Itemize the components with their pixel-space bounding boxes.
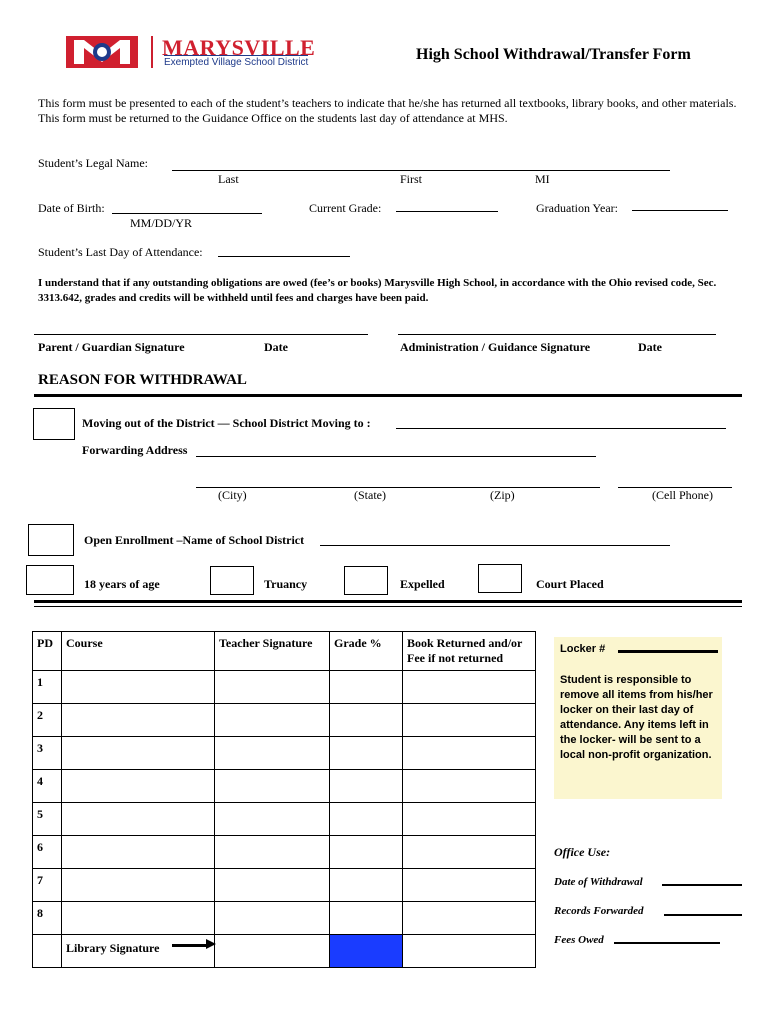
book-fee-cell[interactable]	[403, 803, 536, 836]
course-cell[interactable]	[62, 902, 215, 935]
book-fee-cell[interactable]	[403, 770, 536, 803]
forwarding-address-label: Forwarding Address	[82, 443, 188, 457]
table-row	[33, 770, 536, 803]
dob-label: Date of Birth:	[38, 201, 105, 215]
dob-format-caption: MM/DD/YR	[130, 216, 193, 230]
teacher-signature-cell[interactable]	[215, 671, 330, 704]
age-checkbox[interactable]	[26, 565, 74, 595]
header-grade: Grade %	[330, 632, 403, 671]
open-enrollment-field[interactable]	[320, 545, 670, 546]
middle-initial-caption: MI	[535, 172, 550, 186]
book-fee-cell[interactable]	[403, 737, 536, 770]
graduation-year-field[interactable]	[632, 210, 728, 211]
logo-subtitle: Exempted Village School District	[164, 57, 309, 68]
current-grade-field[interactable]	[396, 211, 498, 212]
parent-signature-label: Parent / Guardian Signature	[38, 340, 185, 354]
locker-number-field[interactable]	[618, 650, 718, 653]
current-grade-label: Current Grade:	[309, 201, 382, 215]
table-row	[33, 737, 536, 770]
locker-label: Locker #	[560, 643, 606, 655]
period-number: 2	[33, 704, 62, 737]
date-withdrawal-label: Date of Withdrawal	[554, 876, 643, 888]
fees-owed-field[interactable]	[614, 942, 720, 944]
city-caption: (City)	[218, 488, 247, 502]
period-number: 7	[33, 869, 62, 902]
expelled-label: Expelled	[400, 577, 445, 591]
table-row	[33, 803, 536, 836]
grade-cell[interactable]	[330, 770, 403, 803]
last-day-field[interactable]	[218, 256, 350, 257]
locker-text: Student is responsible to remove all items from his/her locker on their last day of attendance. Any items left in the locker- will be sent to a local non-profit organization.	[560, 674, 713, 761]
period-number: 1	[33, 671, 62, 704]
city-state-zip-field[interactable]	[196, 487, 600, 488]
grade-cell[interactable]	[330, 671, 403, 704]
header-teacher-signature: Teacher Signature	[215, 632, 330, 671]
book-fee-cell[interactable]	[403, 671, 536, 704]
arrow-head-icon	[206, 939, 216, 949]
obligations-notice: I understand that if any outstanding obligations are owed (fee’s or books) Marysville High School, in accordance with the Ohio revised code, Sec. 3313.642, grades and credits will be withheld until fees and charges have been paid.	[38, 277, 717, 304]
teacher-signature-cell[interactable]	[215, 902, 330, 935]
expelled-checkbox[interactable]	[344, 566, 388, 595]
logo-name: MARYSVILLE	[162, 35, 316, 60]
date-withdrawal-field[interactable]	[662, 884, 742, 886]
school-logo-mark	[66, 34, 138, 70]
truancy-checkbox[interactable]	[210, 566, 254, 595]
reason-bottom-rule	[34, 600, 742, 603]
first-name-caption: First	[400, 172, 423, 186]
intro-paragraph: This form must be presented to each of the student’s teachers to indicate that he/she has returned all textbooks, library books, and other materials. This form must be returned to the Guidance Office on the students last day of attendance at MHS.	[38, 96, 737, 125]
moving-checkbox[interactable]	[33, 408, 75, 440]
table-row	[33, 869, 536, 902]
teacher-signature-cell[interactable]	[215, 803, 330, 836]
library-highlight-cell	[330, 935, 403, 968]
course-cell[interactable]	[62, 869, 215, 902]
course-cell[interactable]	[62, 704, 215, 737]
logo-divider	[151, 36, 153, 68]
admin-date-label: Date	[638, 340, 662, 354]
age-label: 18 years of age	[84, 577, 160, 591]
teacher-signature-cell[interactable]	[215, 704, 330, 737]
legal-name-field[interactable]	[172, 170, 670, 171]
open-enrollment-checkbox[interactable]	[28, 524, 74, 556]
last-day-label: Student’s Last Day of Attendance:	[38, 245, 203, 259]
period-number: 3	[33, 737, 62, 770]
parent-date-label: Date	[264, 340, 288, 354]
moving-label: Moving out of the District — School District Moving to :	[82, 416, 371, 430]
table-row	[33, 836, 536, 869]
admin-signature-label: Administration / Guidance Signature	[400, 340, 591, 354]
course-cell[interactable]	[62, 737, 215, 770]
table-row	[33, 902, 536, 935]
table-row	[33, 671, 536, 704]
period-number: 8	[33, 902, 62, 935]
court-placed-label: Court Placed	[536, 577, 604, 591]
court-placed-checkbox[interactable]	[478, 564, 522, 593]
locker-note	[554, 637, 722, 799]
grade-cell[interactable]	[330, 803, 403, 836]
grade-cell[interactable]	[330, 704, 403, 737]
header-course: Course	[62, 632, 215, 671]
library-fee-cell[interactable]	[403, 935, 536, 968]
teacher-signature-cell[interactable]	[215, 770, 330, 803]
grade-cell[interactable]	[330, 902, 403, 935]
records-forwarded-label: Records Forwarded	[554, 905, 644, 917]
last-name-caption: Last	[218, 172, 239, 186]
office-use-title: Office Use:	[554, 845, 611, 859]
moving-district-field[interactable]	[396, 428, 726, 429]
course-cell[interactable]	[62, 770, 215, 803]
course-cell[interactable]	[62, 671, 215, 704]
library-row	[33, 935, 536, 968]
header-pd: PD	[33, 632, 62, 671]
course-cell[interactable]	[62, 803, 215, 836]
state-caption: (State)	[354, 488, 386, 502]
teacher-signature-cell[interactable]	[215, 869, 330, 902]
open-enrollment-label: Open Enrollment –Name of School District	[84, 533, 305, 547]
dob-field[interactable]	[112, 213, 262, 214]
form-title: High School Withdrawal/Transfer Form	[416, 46, 691, 63]
grade-cell[interactable]	[330, 836, 403, 869]
grade-cell[interactable]	[330, 869, 403, 902]
period-number: 6	[33, 836, 62, 869]
library-label-cell: Library Signature	[62, 935, 215, 968]
teacher-signature-cell[interactable]	[215, 737, 330, 770]
legal-name-label: Student’s Legal Name:	[38, 156, 148, 170]
course-cell[interactable]	[62, 836, 215, 869]
reason-top-rule	[34, 394, 742, 397]
grade-cell[interactable]	[330, 737, 403, 770]
table-header-row	[33, 632, 536, 671]
reason-heading: REASON FOR WITHDRAWAL	[38, 372, 247, 388]
admin-signature-field[interactable]	[398, 334, 716, 335]
cell-phone-caption: (Cell Phone)	[652, 488, 713, 502]
period-number: 5	[33, 803, 62, 836]
period-number: 4	[33, 770, 62, 803]
book-fee-cell[interactable]	[403, 704, 536, 737]
teacher-signature-cell[interactable]	[215, 836, 330, 869]
course-table	[32, 631, 536, 968]
book-fee-cell[interactable]	[403, 869, 536, 902]
header-book-returned: Book Returned and/or Fee if not returned	[403, 632, 536, 671]
forwarding-address-field[interactable]	[196, 456, 596, 457]
book-fee-cell[interactable]	[403, 836, 536, 869]
table-row	[33, 704, 536, 737]
zip-caption: (Zip)	[490, 488, 515, 502]
arrow-right-icon	[172, 944, 208, 947]
parent-signature-field[interactable]	[34, 334, 368, 335]
library-empty-cell	[33, 935, 62, 968]
reason-bottom-rule-thin	[34, 606, 742, 607]
library-signature-cell[interactable]	[215, 935, 330, 968]
graduation-year-label: Graduation Year:	[536, 201, 618, 215]
truancy-label: Truancy	[264, 577, 308, 591]
records-forwarded-field[interactable]	[664, 914, 742, 916]
fees-owed-label: Fees Owed	[554, 934, 604, 946]
book-fee-cell[interactable]	[403, 902, 536, 935]
